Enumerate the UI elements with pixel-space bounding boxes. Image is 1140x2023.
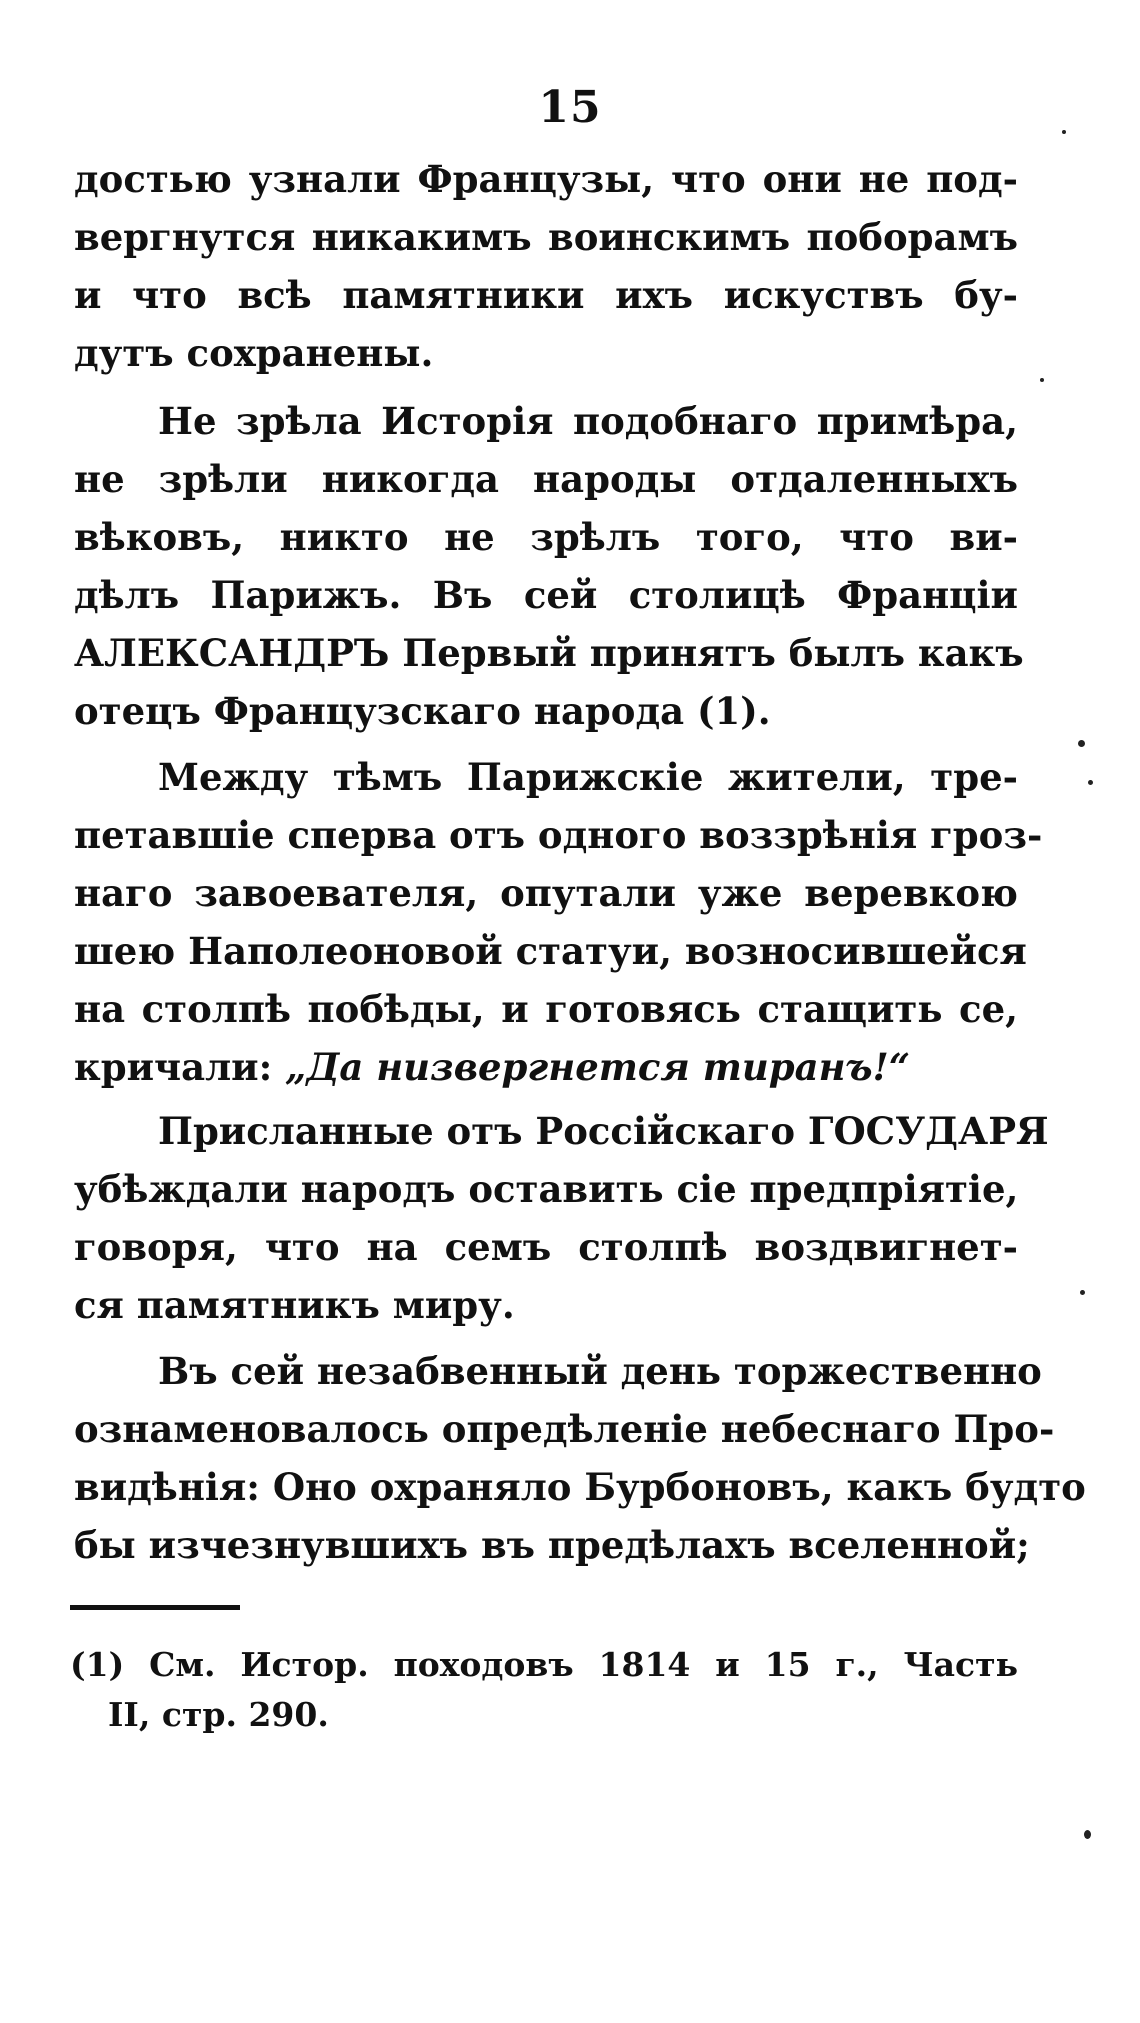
- scan-speck: [1040, 378, 1044, 382]
- footnote-line: (1) См. Истор. походовъ 1814 и 15 г., Часть: [70, 1645, 1018, 1684]
- paragraph-start: Не зрѣла Исторія подобнаго примѣра,: [158, 399, 1018, 443]
- footnote-line: II, стр. 290.: [108, 1695, 329, 1734]
- text-line: шею Наполеоновой статуи, возносившейся: [74, 929, 1027, 973]
- text-line: дутъ сохранены.: [74, 331, 434, 375]
- scan-speck: [1088, 780, 1093, 785]
- text-line: ся памятникъ миру.: [74, 1283, 515, 1327]
- scan-speck: [1078, 740, 1085, 747]
- tyrant-quote: „Да низвергнется тиранъ!“: [285, 1045, 911, 1089]
- text-line: отецъ Французскаго народа (1).: [74, 689, 771, 733]
- scan-speck: [1084, 1830, 1091, 1839]
- text-line: бы изчезнувшихъ въ предѣлахъ вселенной;: [74, 1523, 1030, 1567]
- text-line: говоря, что на семъ столпѣ воздвигнет-: [74, 1225, 1018, 1269]
- paragraph-start: Присланные отъ Россійскаго ГОСУДАРЯ: [158, 1109, 1049, 1153]
- text-line: достью узнали Французы, что они не под-: [74, 157, 1018, 201]
- text-line: видѣнія: Оно охраняло Бурбоновъ, какъ будто: [74, 1465, 1086, 1509]
- text-line: наго завоевателя, опутали уже веревкою: [74, 871, 1018, 915]
- text-line: АЛЕКСАНДРЪ Первый принятъ былъ какъ: [74, 631, 1024, 675]
- scan-speck: [1080, 1290, 1085, 1295]
- text-line: ознаменовалось опредѣленіе небеснаго Про-: [74, 1407, 1055, 1451]
- text-line: не зрѣли никогда народы отдаленныхъ: [74, 457, 1018, 501]
- text-line: убѣждали народъ оставить сіе предпріятіе,: [74, 1167, 1019, 1211]
- text-line: вѣковъ, никто не зрѣлъ того, что ви-: [74, 515, 1018, 559]
- text-line: вергнутся никакимъ воинскимъ поборамъ: [74, 215, 1018, 259]
- scan-speck: [1062, 130, 1066, 134]
- page-number: 15: [538, 82, 602, 133]
- quote-lead: кричали:: [74, 1045, 286, 1089]
- text-line: дѣлъ Парижъ. Въ сей столицѣ Франціи: [74, 573, 1018, 617]
- quote-line: [74, 1038, 1018, 1096]
- paragraph-start: Между тѣмъ Парижскіе жители, тре-: [158, 755, 1018, 799]
- text-line: и что всѣ памятники ихъ искуствъ бу-: [74, 273, 1018, 317]
- text-line: на столпѣ побѣды, и готовясь стащить се,: [74, 987, 1018, 1031]
- paragraph-start: Въ сей незабвенный день торжественно: [158, 1349, 1042, 1393]
- text-line: петавшіе сперва отъ одного воззрѣнія гроз-: [74, 813, 1043, 857]
- footnote-divider: [70, 1605, 240, 1610]
